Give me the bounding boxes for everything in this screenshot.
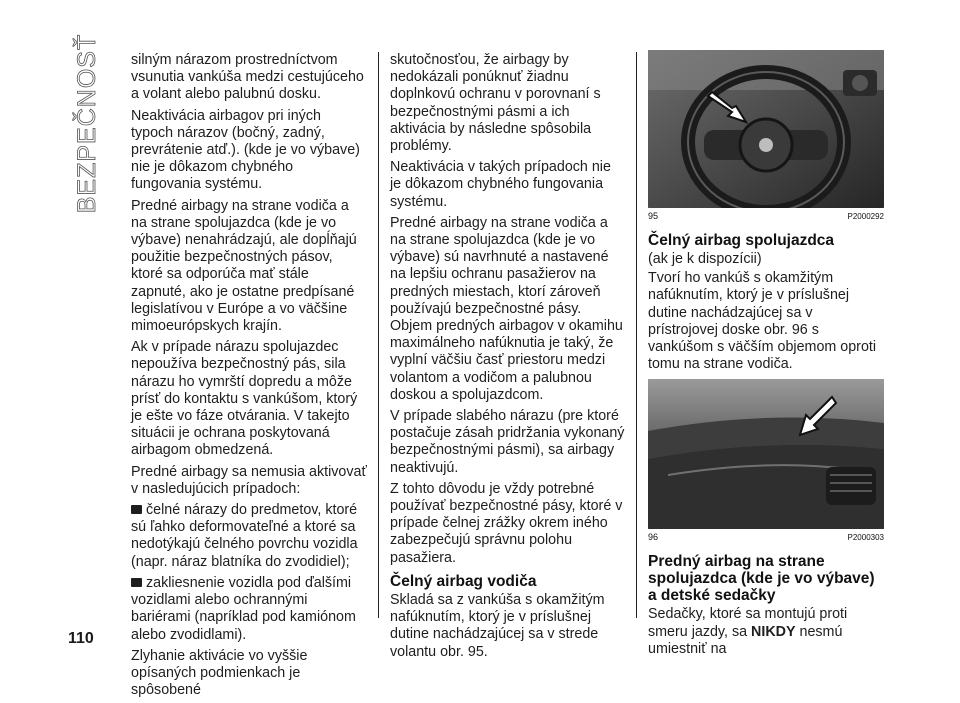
list-item-text: zakliesnenie vozidla pod ďalšími vozidlami alebo ochrannými bariérami (napríklad pod kamiónom alebo zvodidlami). xyxy=(131,574,356,643)
section-heading: Čelný airbag spolujazdca xyxy=(648,232,835,249)
paragraph: Skladá sa z vankúša s okamžitým nafúknutím, ktorý je v príslušnej dutine nachádzajúcej sa v strede volantu obr. 95. xyxy=(390,591,605,660)
paragraph: Predné airbagy na strane vodiča a na strane spolujazdca (kde je vo výbave) nenahrádzajú, ale dopĺňajú použitie bezpečnostných pásov, ktoré sa odporúča mať stále zapnuté, ako je ostatne predpísané legislatívou v Európe a vo väčšine mimoeurópskych krajín. xyxy=(131,197,357,335)
paragraph: V prípade slabého nárazu (pre ktoré postačuje zásah pridržania vykonaný bezpečnostnými pásmi), sa airbagy neaktivujú. xyxy=(390,408,625,476)
page-number: 110 xyxy=(68,630,94,647)
emphasis-text: NIKDY xyxy=(751,623,796,640)
list-item-text: čelné nárazy do predmetov, ktoré sú ľahko deformovateľné a ktoré sa nedotýkajú čelného povrchu vozidla (napr. náraz blatníka do zvodidiel); xyxy=(131,502,358,570)
list-item xyxy=(131,575,367,644)
paragraph: Z tohto dôvodu je vždy potrebné používať bezpečnostné pásy, ktoré v prípade čelnej zrážky okrem iného zabezpečujú správnu polohu pasažiera. xyxy=(390,480,623,566)
section-title-vertical xyxy=(58,33,118,213)
list-item xyxy=(131,502,367,571)
text-column-2 xyxy=(390,52,626,665)
paragraph: Predné airbagy na strane vodiča a na strane spolujazdca (kde je vo výbave) sú navrhnuté a nastavené na lepšiu ochranu pasažierov na predných miestach, ktorí zároveň používajú bezpečnostné pásy. Objem predných airbagov v okamihu maximálneho nafúknutia je taký, že vyplní väčšiu časť priestoru medzi volantom a vodičom a palubnou doskou a spolujazdcom. xyxy=(390,214,623,403)
paragraph: Tvorí ho vankúš s okamžitým nafúknutím, ktorý je v príslušnej dutine nachádzajúcej sa v prístrojovej doske obr. 96 s vankúšom s väčším objemom oproti tomu na strane vodiča. xyxy=(648,270,877,373)
section-heading: Predný airbag na strane spolujazdca (kde je vo výbave) a detské sedačky xyxy=(648,553,875,605)
paragraph-text: Sedačky, ktoré sa montujú proti smeru jazdy, sa xyxy=(648,606,848,640)
text-column-1 xyxy=(131,52,367,703)
figure-code: P2000292 xyxy=(847,212,884,221)
column-divider-2 xyxy=(636,52,637,618)
steering-wheel-illustration xyxy=(648,50,884,208)
figure-steering-wheel-airbag xyxy=(648,50,884,208)
paragraph: Neaktivácia airbagov pri iných typoch nárazov (bočný, zadný, prevrátenie atď.). (kde je vo výbave) nie je dôkazom chybného fungovania systému. xyxy=(131,107,360,193)
bullet-icon xyxy=(131,578,142,587)
figure-dashboard-airbag xyxy=(648,379,884,529)
figure-code: P2000303 xyxy=(847,533,884,543)
paragraph-text: nesmú umiestniť na xyxy=(648,623,843,657)
paragraph: skutočnosťou, že airbagy by nedokázali ponúknuť žiadnu doplnkovú ochranu v porovnaní s bezpečnostnými pásmi a ich aktivácia by následne spôsobila problémy. xyxy=(390,52,601,155)
bullet-icon xyxy=(131,505,142,514)
section-title-text: BEZPEČNOSŤ xyxy=(73,33,102,213)
column-divider-1 xyxy=(378,52,379,618)
figure-caption xyxy=(648,532,884,543)
figure-caption xyxy=(648,211,884,222)
paragraph: Ak v prípade nárazu spolujazdec nepoužíva bezpečnostný pás, sila nárazu ho vymrští dopredu a môže prísť do kontaktu s vankúšom, ktorý je ešte vo fáze otvárania. V takejto situácii je ochrana poskytovaná airbagom obmedzená. xyxy=(131,339,358,459)
paragraph: silným nárazom prostredníctvom vsunutia vankúša medzi cestujúceho a volant alebo palubnú dosku. xyxy=(131,52,364,103)
paragraph: Zlyhanie aktivácie vo vyššie opísaných podmienkach je spôsobené xyxy=(131,647,308,699)
paragraph: Predné airbagy sa nemusia aktivovať v nasledujúcich prípadoch: xyxy=(131,463,367,497)
text-column-3 xyxy=(648,52,884,662)
dashboard-illustration xyxy=(648,379,884,529)
paragraph: Neaktivácia v takých prípadoch nie je dôkazom chybného fungovania systému. xyxy=(390,159,611,210)
paragraph: (ak je k dispozícii) xyxy=(648,251,762,267)
figure-number: 95 xyxy=(648,211,659,221)
section-heading: Čelný airbag vodiča xyxy=(390,572,537,590)
paragraph xyxy=(648,606,884,658)
figure-number: 96 xyxy=(648,532,659,543)
